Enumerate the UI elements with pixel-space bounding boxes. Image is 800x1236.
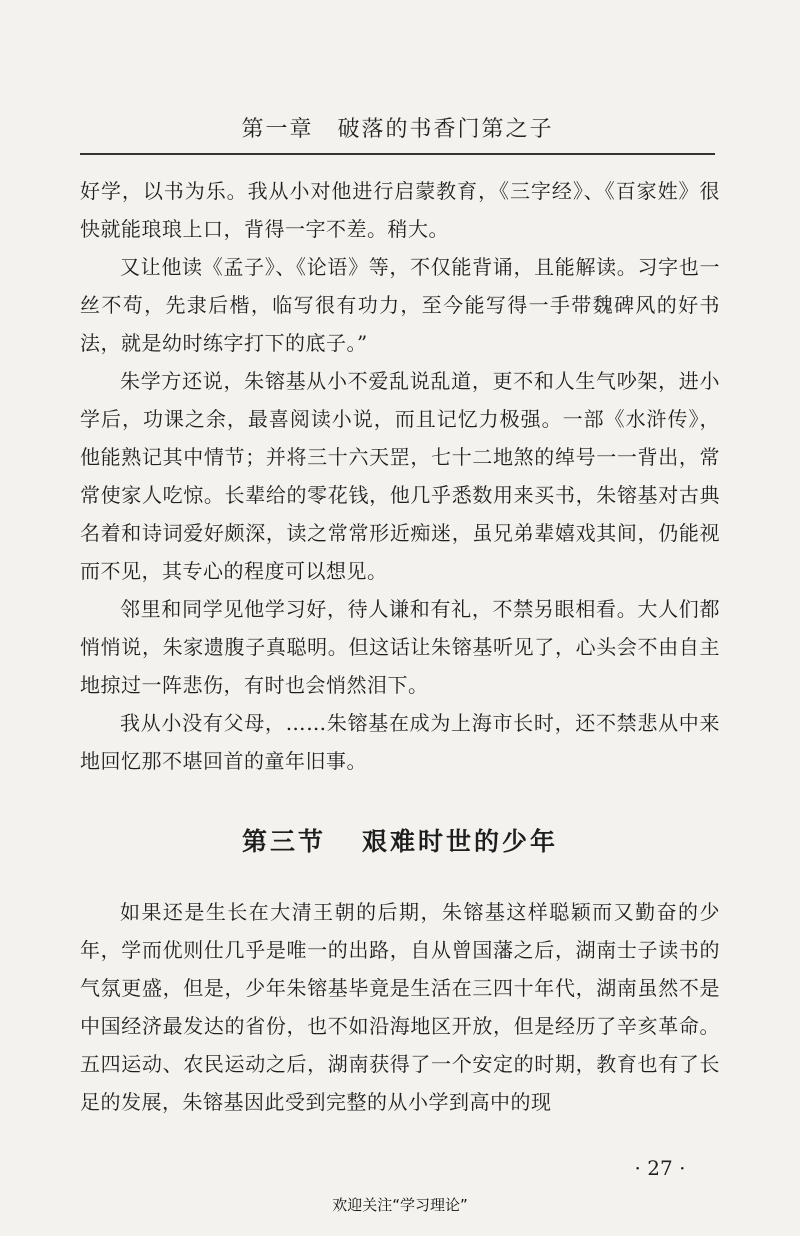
paragraph: 如果还是生长在大清王朝的后期，朱镕基这样聪颖而又勤奋的少年，学而优则仕几乎是唯一的出路，自从曾国藩之后，湖南士子读书的气氛更盛，但是，少年朱镕基毕竟是生活在三四十年代，湖南虽然不是中国经济最发达的省份，也不如沿海地区开放，但是经历了辛亥革命。五四运动、农民运动之后，湖南获得了一个安定的时期，教育也有了长足的发展，朱镕基因此受到完整的从小学到高中的现 (80, 900, 720, 1114)
paragraph: 邻里和同学见他学习好，待人谦和有礼，不禁另眼相看。大人们都悄悄说，朱家遗腹子真聪明。但这话让朱镕基听见了，心头会不由自主地掠过一阵悲伤，有时也会悄然泪下。 (80, 597, 720, 697)
running-header: 第一章 破落的书香门第之子 (241, 117, 554, 142)
paragraph: 我从小没有父母，……朱镕基在成为上海市长时，还不禁悲从中来地回忆那不堪回首的童年旧事。 (80, 711, 720, 773)
page-number: · 27 · (634, 1156, 686, 1180)
body-text (80, 172, 720, 780)
paragraph-continued: 好学，以书为乐。我从小对他进行启蒙教育，《三字经》、《百家姓》很快就能琅琅上口，背得一字不差。稍大。 (80, 179, 720, 241)
footer-note: 欢迎关注“学习理论” (332, 1196, 468, 1214)
section-title: 艰难时世的少年 (362, 827, 559, 856)
section-number: 第三节 (241, 827, 326, 856)
paragraph: 朱学方还说，朱镕基从小不爱乱说乱道，更不和人生气吵架，进小学后，功课之余，最喜阅读小说，而且记忆力极强。一部《水浒传》，他能熟记其中情节；并将三十六天罡，七十二地煞的绰号一一背出，常常使家人吃惊。长辈给的零花钱，他几乎悉数用来买书，朱镕基对古典名着和诗词爱好颇深，读之常常形近痴迷，虽兄弟辈嬉戏其间，仍能视而不见，其专心的程度可以想见。 (80, 369, 720, 583)
header-rule (80, 153, 715, 155)
paragraph: 又让他读《孟子》、《论语》等，不仅能背诵，且能解读。习字也一丝不苟，先隶后楷，临写很有功力，至今能写得一手带魏碑风的好书法，就是幼时练字打下的底子。” (80, 255, 720, 355)
section-body-text (80, 893, 720, 1121)
section-heading (80, 822, 720, 866)
